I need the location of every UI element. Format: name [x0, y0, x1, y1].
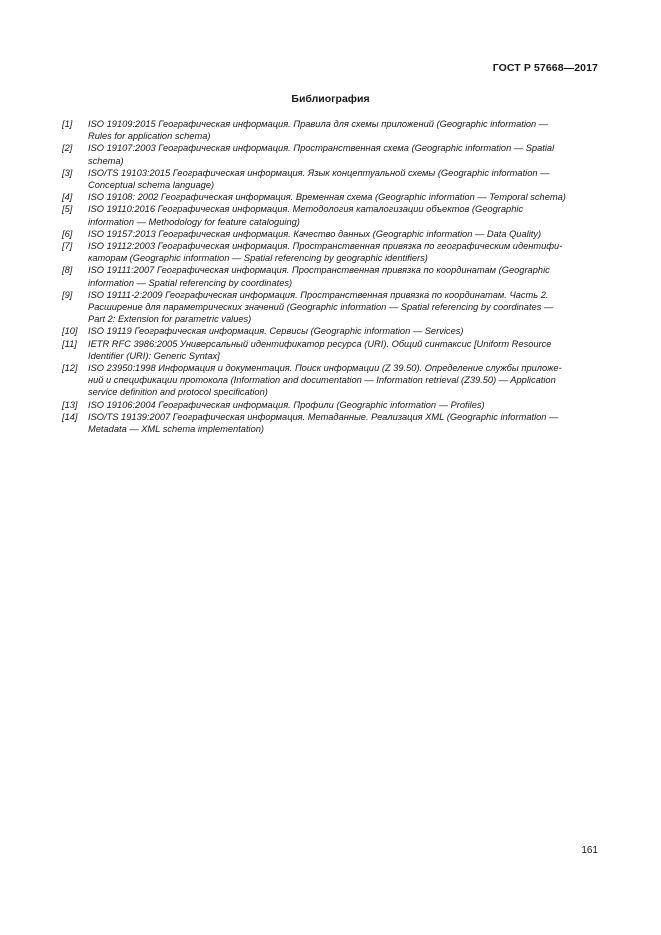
bibliography-item-number: [13]: [62, 399, 78, 410]
bibliography-item: [62, 240, 599, 264]
bibliography-item-text: ISO 19119 Географическая информация. Сервисы (Geographic information — Services): [88, 326, 464, 337]
bibliography-item: [62, 191, 599, 203]
bibliography-item-text: ISO/TS 19103:2015 Географическая информация. Язык концептуальной схемы (Geographic information — Conceptual schema language): [88, 167, 550, 191]
bibliography-item-number: [6]: [62, 228, 73, 239]
bibliography-item-text: ISO 19110:2016 Географическая информация. Методология каталогизации объектов (Geographic information — Methodology for feature cataloguing): [88, 204, 524, 227]
bibliography-list: [62, 118, 599, 435]
document-header-standard: ГОСТ Р 57668—2017: [492, 62, 598, 74]
bibliography-item-text: ISO 19109:2015 Географическая информация. Правила для схемы приложений (Geographic information — Rules for application schema): [88, 119, 549, 142]
bibliography-item-number: [14]: [62, 411, 78, 422]
bibliography-item: [62, 203, 599, 227]
bibliography-item-number: [1]: [62, 119, 73, 129]
bibliography-item-number: [11]: [62, 338, 77, 349]
bibliography-item-number: [12]: [62, 363, 78, 374]
bibliography-item-number: [4]: [62, 192, 73, 203]
bibliography-item: [62, 362, 599, 399]
bibliography-item: [62, 325, 599, 337]
bibliography-item-number: [9]: [62, 289, 73, 300]
bibliography-item-text: ISO 23950:1998 Информация и документация. Поиск информации (Z 39.50). Определение службы приложе- ний и спецификации протокола (Information and documentation — Information retrieval (Z39.50) — Application service definition and protocol specification): [88, 363, 562, 398]
bibliography-item: [62, 399, 599, 411]
bibliography-item: [62, 118, 599, 142]
bibliography-item: [62, 228, 599, 240]
bibliography-item-text: ISO/TS 19139:2007 Географическая информация. Метаданные. Реализация XML (Geographic information — Metadata — XML schema implementation): [88, 411, 559, 435]
bibliography-item-text: ISO 19111-2:2009 Географическая информация. Пространственная привязка по координатам. Часть 2. Расширение для параметрических значений (Geographic information — Spatial referencing by coordinates — Part 2: Extension for parametric values): [88, 289, 554, 325]
bibliography-item-text: ISO 19157:2013 Географическая информация. Качество данных (Geographic information — Data Quality): [88, 228, 542, 239]
bibliography-item-text: ISO 19107:2003 Географическая информация. Пространственная схема (Geographic information — Spatial schema): [88, 143, 555, 166]
bibliography-item-text: ISO 19108: 2002 Географическая информация. Временная схема (Geographic information — Temporal schema): [88, 192, 566, 203]
bibliography-item-text: ISO 19111:2007 Географическая информация. Пространственная привязка по координатам (Geographic information — Spatial referencing by coordinates): [88, 265, 550, 288]
bibliography-title: Библиография: [291, 93, 370, 105]
bibliography-item-number: [3]: [62, 167, 73, 178]
bibliography-item: [62, 289, 599, 326]
bibliography-item: [62, 167, 599, 191]
bibliography-item-text: ISO 19112:2003 Географическая информация. Пространственная привязка по географическим идентифи- каторам (Geographic information — Spatial referencing by geographic identifiers): [88, 241, 563, 264]
bibliography-item-text: ISO 19106:2004 Географическая информация. Профили (Geographic information — Profiles): [88, 399, 485, 410]
bibliography-item: [62, 338, 599, 362]
bibliography-item-text: IETR RFC 3986:2005 Универсальный идентификатор ресурса (URI). Общий синтаксис [Uniform Resource Identifier (URI): Generic Syntax]: [88, 338, 552, 361]
bibliography-item-number: [5]: [62, 204, 73, 215]
bibliography-item: [62, 142, 599, 166]
page-number: 161: [581, 845, 598, 856]
bibliography-item: [62, 264, 599, 288]
bibliography-item: [62, 411, 599, 435]
bibliography-item-number: [8]: [62, 265, 73, 276]
bibliography-item-number: [10]: [62, 326, 78, 337]
bibliography-item-number: [2]: [62, 143, 73, 154]
bibliography-item-number: [7]: [62, 241, 73, 252]
